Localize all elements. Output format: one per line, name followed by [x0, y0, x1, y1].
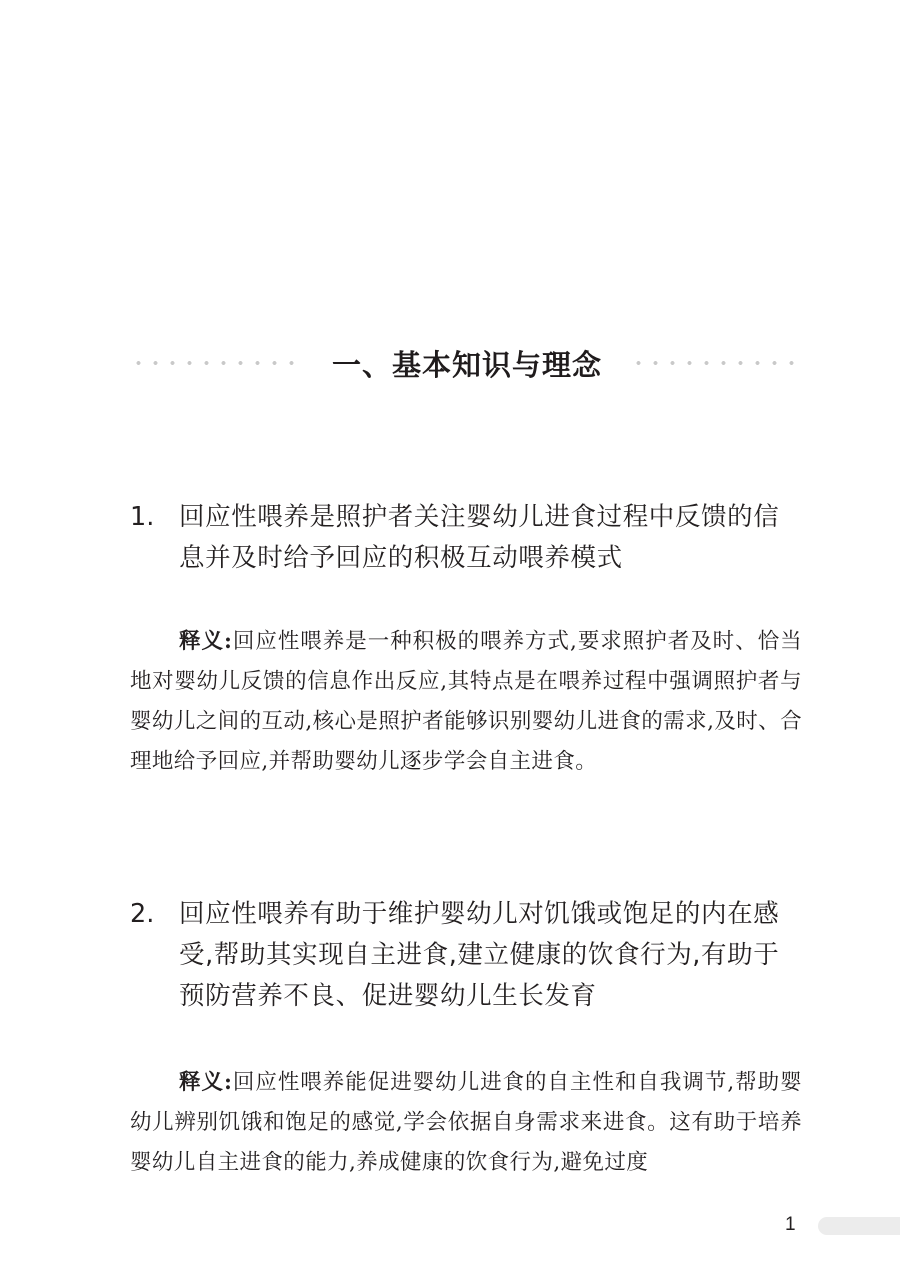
- explanation-paragraph-2: [130, 1063, 802, 1183]
- item-heading-text: 回应性喂养有助于维护婴幼儿对饥饿或饱足的内在感受,帮助其实现自主进食,建立健康的饮食行为,有助于预防营养不良、促进婴幼儿生长发育: [179, 899, 780, 1011]
- page-number: 1: [785, 1214, 796, 1235]
- item-heading-1: [130, 497, 802, 579]
- decorative-dots-right: [628, 360, 800, 366]
- item-number: 1.: [130, 502, 155, 532]
- explanation-text: 回应性喂养是一种积极的喂养方式,要求照护者及时、恰当地对婴幼儿反馈的信息作出反应,其特点是在喂养过程中强调照护者与婴幼儿之间的互动,核心是照护者能够识别婴幼儿进食的需求,及时、合理地给予回应,并帮助婴幼儿逐步学会自主进食。: [130, 629, 802, 774]
- explanation-text: 回应性喂养能促进婴幼儿进食的自主性和自我调节,帮助婴幼儿辨别饥饿和饱足的感觉,学会依据自身需求来进食。这有助于培养婴幼儿自主进食的能力,养成健康的饮食行为,避免过度: [130, 1070, 802, 1175]
- explanation-label: 释义:: [179, 629, 233, 654]
- explanation-label: 释义:: [179, 1070, 233, 1095]
- page-edge-tab: [818, 1217, 900, 1235]
- decorative-dots-left: [130, 360, 302, 366]
- item-number: 2.: [130, 899, 155, 929]
- explanation-paragraph-1: [130, 622, 802, 782]
- item-heading-text: 回应性喂养是照护者关注婴幼儿进食过程中反馈的信息并及时给予回应的积极互动喂养模式: [179, 502, 780, 573]
- chapter-title: 一、基本知识与理念: [332, 347, 603, 382]
- item-heading-2: [130, 894, 802, 1017]
- chapter-heading: [130, 338, 800, 388]
